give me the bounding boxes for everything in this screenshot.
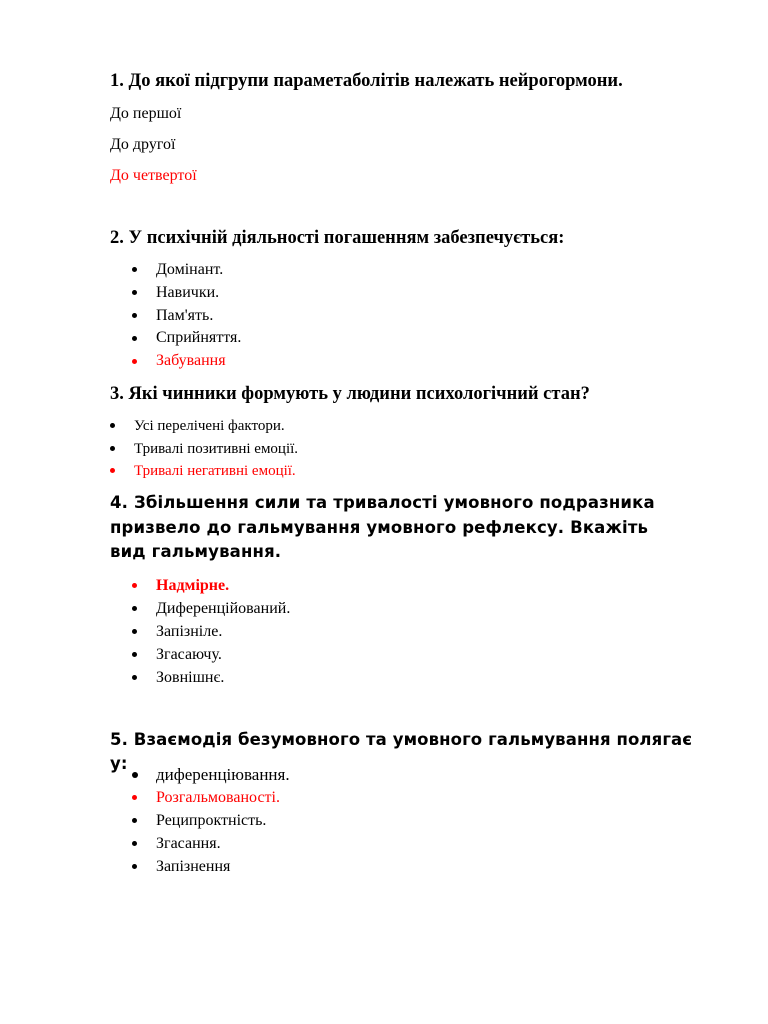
bullet-icon	[110, 423, 115, 428]
question-3-title: 3. Які чинники формують у людини психологічний стан?	[110, 384, 590, 404]
question-1-title: 1. До якої підгрупи параметаболітів належать нейрогормони.	[110, 71, 623, 91]
question-5-option-2-correct: Розгальмованості.	[132, 786, 290, 809]
question-2-option-4: Сприйняття.	[132, 327, 241, 350]
question-3	[110, 382, 710, 406]
question-2-option-2: Навички.	[132, 282, 241, 305]
question-4-option-3: Запізніле.	[132, 620, 290, 643]
bullet-icon	[132, 583, 137, 588]
question-2	[110, 226, 710, 250]
bullet-icon	[132, 290, 137, 295]
question-5-options	[132, 763, 290, 878]
question-1-option-3-correct: До четвертої	[110, 167, 197, 184]
question-1-option-2: До другої	[110, 136, 176, 153]
bullet-icon	[132, 629, 137, 634]
question-4-title: 4. Збільшення сили та тривалості умовного подразника призвело до гальмування умовного рефлексу. Вкажіть вид гальмування.	[110, 493, 655, 561]
bullet-icon	[132, 864, 137, 869]
question-4-options	[132, 574, 290, 689]
question-3-option-2: Тривалі позитивні емоції.	[110, 438, 298, 461]
question-4-option-2: Диференційований.	[132, 597, 290, 620]
bullet-icon	[132, 841, 137, 846]
bullet-icon	[132, 795, 137, 800]
question-4-option-5: Зовнішнє.	[132, 666, 290, 689]
bullet-icon	[132, 818, 137, 823]
bullet-icon	[110, 446, 115, 451]
bullet-icon	[132, 313, 137, 318]
bullet-icon	[132, 652, 137, 657]
bullet-icon	[132, 675, 137, 680]
question-2-option-5-correct: Забування	[132, 350, 241, 373]
question-4	[110, 491, 670, 565]
question-4-option-4: Згасаючу.	[132, 643, 290, 666]
question-3-option-3-correct: Тривалі негативні емоції.	[110, 460, 298, 483]
bullet-icon	[132, 359, 137, 364]
bullet-icon	[132, 267, 137, 272]
question-2-title: 2. У психічній діяльності погашенням забезпечується:	[110, 228, 565, 248]
bullet-icon	[132, 606, 137, 611]
question-5-title: 5. Взаємодія безумовного та умовного гальмування полягає у:	[110, 730, 693, 773]
question-2-option-1: Домінант.	[132, 259, 241, 282]
question-5-option-4: Згасання.	[132, 832, 290, 855]
bullet-icon	[132, 772, 138, 778]
question-5-option-5: Запізнення	[132, 855, 290, 878]
question-2-options	[132, 259, 241, 373]
question-5-option-1: диференціювання.	[132, 763, 290, 786]
question-1-option-1: До першої	[110, 105, 182, 122]
bullet-icon	[132, 336, 137, 341]
question-3-option-1: Усі перелічені фактори.	[110, 415, 298, 438]
question-2-option-3: Пам'ять.	[132, 305, 241, 328]
question-3-options	[110, 415, 298, 483]
question-5-option-3: Реципроктність.	[132, 809, 290, 832]
question-4-option-1-correct: Надмірне.	[132, 574, 290, 597]
question-1	[110, 69, 710, 93]
bullet-icon	[110, 468, 115, 473]
